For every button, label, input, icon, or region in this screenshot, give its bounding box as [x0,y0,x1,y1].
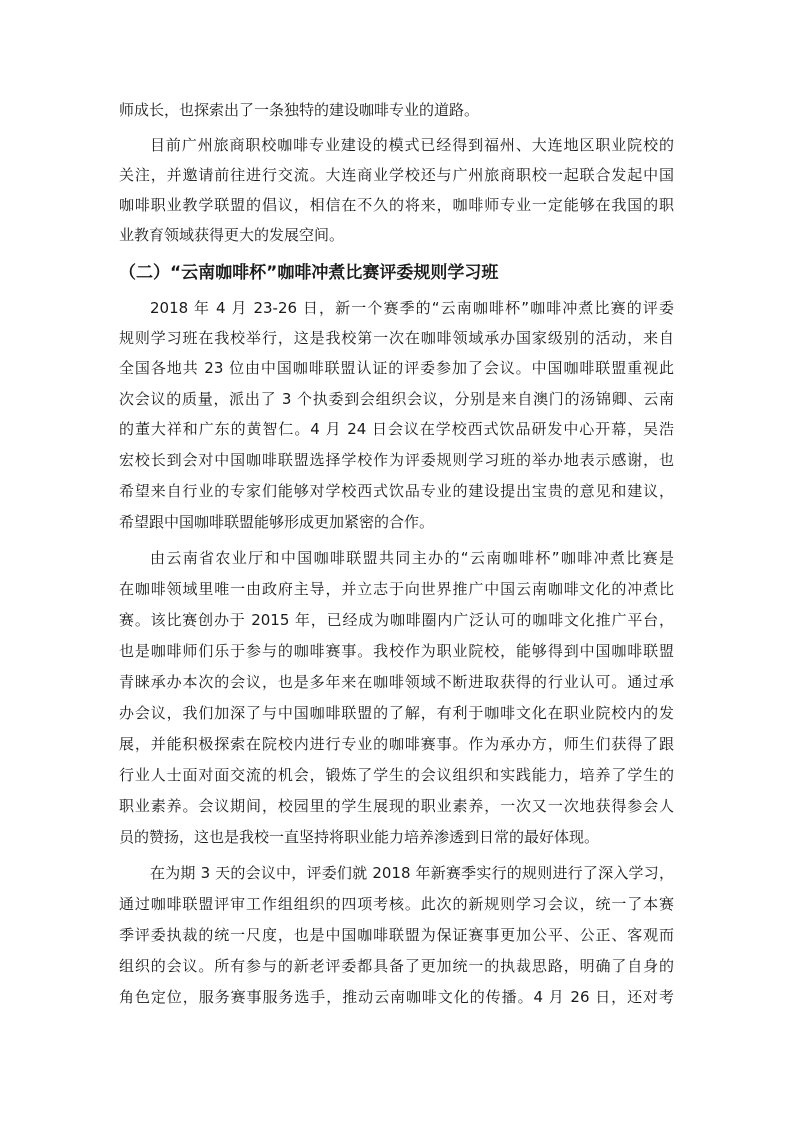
paragraph-line: 由云南省农业厅和中国咖啡联盟共同主办的“云南咖啡杯”咖啡冲煮比赛是 [150,549,674,567]
paragraph-line: 咖啡职业教学联盟的倡议，相信在不久的将来，咖啡师专业一定能够在我国的职 [119,196,674,214]
paragraph-line: 2018 年 4 月 23-26 日，新一个赛季的“云南咖啡杯”咖啡冲煮比赛的评委 [150,299,674,317]
paragraph-line: 业教育领域获得更大的发展空间。 [119,226,345,244]
paragraph-line: 师成长，也探索出了一条独特的建设咖啡专业的道路。 [119,101,480,119]
paragraph-line: 青睐承办本次的会议，也是多年来在咖啡领域不断进取获得的行业认可。通过承 [119,673,674,691]
paragraph-line: 希望跟中国咖啡联盟能够形成更加紧密的合作。 [119,513,435,531]
paragraph-line: 目前广州旅商职校咖啡专业建设的模式已经得到福州、大连地区职业院校的 [150,136,674,154]
paragraph-line: 全国各地共 23 位由中国咖啡联盟认证的评委参加了会议。中国咖啡联盟重视此 [119,359,674,377]
paragraph-line: 职业素养。会议期间，校园里的学生展现的职业素养，一次又一次地获得参会人 [119,797,674,815]
paragraph-line: 关注，并邀请前往进行交流。大连商业学校还与广州旅商职校一起联合发起中国 [119,166,674,184]
paragraph-line: 在咖啡领域里唯一由政府主导，并立志于向世界推广中国云南咖啡文化的冲煮比 [119,580,674,598]
paragraph-line: 宏校长到会对中国咖啡联盟选择学校作为评委规则学习班的举办地表示感谢，也 [119,451,674,469]
paragraph-line: 员的赞扬，这也是我校一直坚持将职业能力培养渗透到日常的最好体现。 [119,828,600,846]
paragraph-line: 角色定位，服务赛事服务选手，推动云南咖啡文化的传播。4 月 26 日，还对考 [119,988,674,1006]
paragraph-line: 规则学习班在我校举行，这是我校第一次在咖啡领域承办国家级别的活动，来自 [119,329,674,347]
paragraph-line: 行业人士面对面交流的机会，锻炼了学生的会议组织和实践能力，培养了学生的 [119,766,674,784]
paragraph-line: 在为期 3 天的会议中，评委们就 2018 年新赛季实行的规则进行了深入学习， [150,864,674,882]
paragraph-line: 通过咖啡联盟评审工作组组织的四项考核。此次的新规则学习会议，统一了本赛 [119,895,674,913]
paragraph-line: 展，并能积极探索在院校内进行专业的咖啡赛事。作为承办方，师生们获得了跟 [119,735,674,753]
section-heading: （二）“云南咖啡杯”咖啡冲煮比赛评委规则学习班 [119,263,499,283]
paragraph-line: 组织的会议。所有参与的新老评委都具备了更加统一的执裁思路，明确了自身的 [119,957,674,975]
paragraph-line: 办会议，我们加深了与中国咖啡联盟的了解，有利于咖啡文化在职业院校内的发 [119,704,674,722]
paragraph-line: 季评委执裁的统一尺度，也是中国咖啡联盟为保证赛事更加公平、公正、客观而 [119,926,674,944]
paragraph-line: 次会议的质量，派出了 3 个执委到会组织会议，分别是来自澳门的汤锦卿、云南 [119,390,674,408]
paragraph-line: 也是咖啡师们乐于参与的咖啡赛事。我校作为职业院校，能够得到中国咖啡联盟 [119,642,674,660]
paragraph-line: 赛。该比赛创办于 2015 年，已经成为咖啡圈内广泛认可的咖啡文化推广平台， [119,611,674,629]
paragraph-line: 希望来自行业的专家们能够对学校西式饮品专业的建设提出宝贵的意见和建议， [119,482,674,500]
paragraph-line: 的董大祥和广东的黄智仁。4 月 24 日会议在学校西式饮品研发中心开幕，吴浩 [119,420,674,438]
